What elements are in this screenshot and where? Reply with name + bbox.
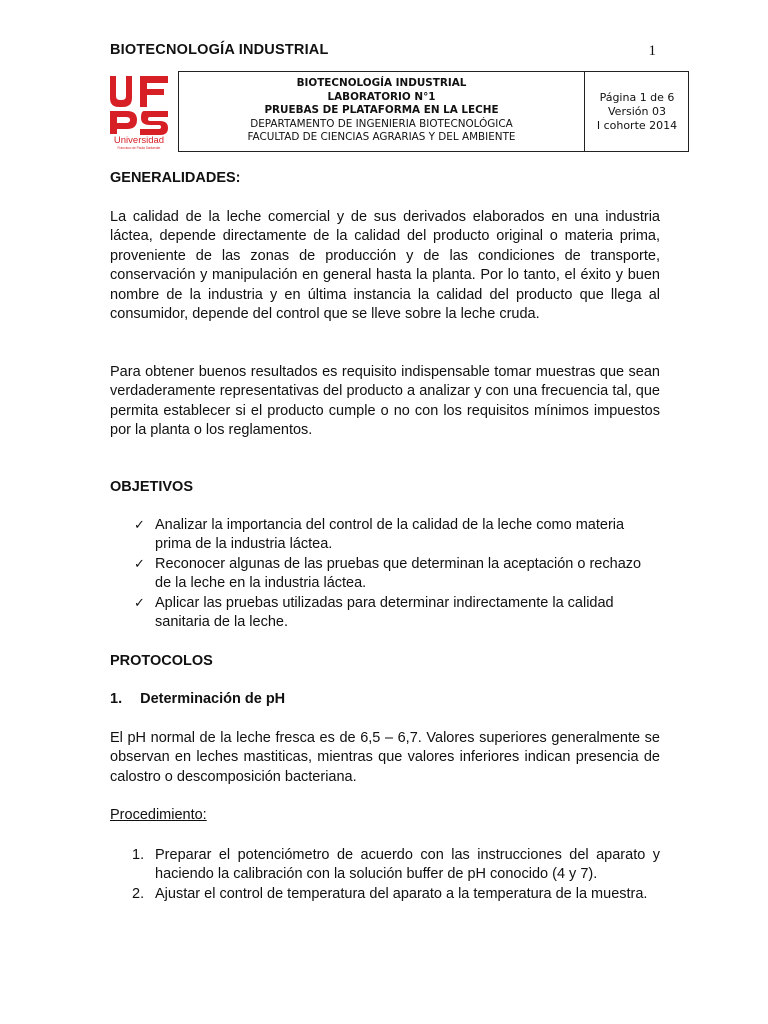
generalidades-heading: GENERALIDADES: [110, 170, 241, 186]
objective-item: ✓ Reconocer algunas de las pruebas que determinan la aceptación o rechazo de la leche en la industria láctea. [134, 555, 642, 592]
objetivos-heading: OBJETIVOS [110, 479, 193, 495]
ufps-logo [106, 74, 172, 150]
ph-paragraph: El pH normal de la leche fresca es de 6,5 – 6,7. Valores superiores generalmente se observan en leches mastiticas, mientras que valores inferiores indican presencia de calostro o descomposición bacteriana. [110, 730, 660, 785]
objetivos-list [110, 516, 660, 632]
checkmark-icon: ✓ [134, 518, 145, 533]
protocolos-heading: PROTOCOLOS [110, 653, 213, 669]
header-lab-title: PRUEBAS DE PLATAFORMA EN LA LECHE [264, 104, 499, 117]
objective-item: ✓ Analizar la importancia del control de la calidad de la leche como materia prima de la industria láctea. [134, 517, 625, 553]
generalidades-paragraph-1: La calidad de la leche comercial y de sus derivados elaborados en una industria láctea, depende directamente de la calidad del producto original o materia prima, proveniente de las zonas de producción y de las condiciones de transporte, conservación y manipulación en general hasta la planta. Por lo tanto, el éxito y buen nombre de la industria y en última instancia la calidad del producto que llega al consumidor, depende del control que se lleve sobre la leche cruda. [110, 209, 660, 323]
page-number: 1 [648, 43, 656, 59]
procedure-label: Procedimiento: [110, 807, 207, 823]
header-cohort: I cohorte 2014 [596, 119, 678, 132]
checkmark-icon: ✓ [134, 595, 145, 611]
generalidades-paragraph-2: Para obtener buenos resultados es requisito indispensable tomar muestras que sean verdaderamente representativas del producto a analizar y con una frecuencia tal, que permita establecer si el producto cumple o no con los requisitos mínimos impuestos por la planta o los reglamentos. [110, 364, 660, 439]
running-header [110, 42, 660, 64]
header-course: BIOTECNOLOGÍA INDUSTRIAL [296, 77, 467, 89]
header-version: Versión 03 [608, 105, 666, 118]
header-meta-cell [586, 72, 688, 151]
header-page: Página 1 de 6 [599, 91, 675, 104]
header-info-cell [179, 72, 585, 151]
logo-subtext: Francisco de Paula Santander [117, 146, 161, 150]
procedure-steps [110, 846, 660, 904]
running-title: BIOTECNOLOGÍA INDUSTRIAL [110, 42, 329, 58]
procedure-step: 2. Ajustar el control de temperatura del aparato a la temperatura de la muestra. [132, 885, 648, 902]
section-1-heading [110, 690, 660, 709]
objective-item: ✓ Aplicar las pruebas utilizadas para determinar indirectamente la calidad sanitaria de la leche. [134, 594, 614, 631]
procedure-step: 1. Preparar el potenciómetro de acuerdo con las instrucciones del aparato y haciendo la calibración con la solución buffer de pH conocido (4 y 7). [132, 847, 660, 883]
header-lab: LABORATORIO N°1 [327, 90, 436, 103]
logo-name: Universidad [113, 135, 165, 146]
header-faculty: FACULTAD DE CIENCIAS AGRARIAS Y DEL AMBIENTE [247, 131, 516, 144]
section-1-title: Determinación de pH [140, 691, 286, 707]
header-department: DEPARTAMENTO DE INGENIERIA BIOTECNOLÓGICA [250, 117, 513, 130]
document-header-box [178, 71, 689, 152]
checkmark-icon: ✓ [134, 556, 145, 572]
section-1-number: 1. [110, 691, 123, 707]
